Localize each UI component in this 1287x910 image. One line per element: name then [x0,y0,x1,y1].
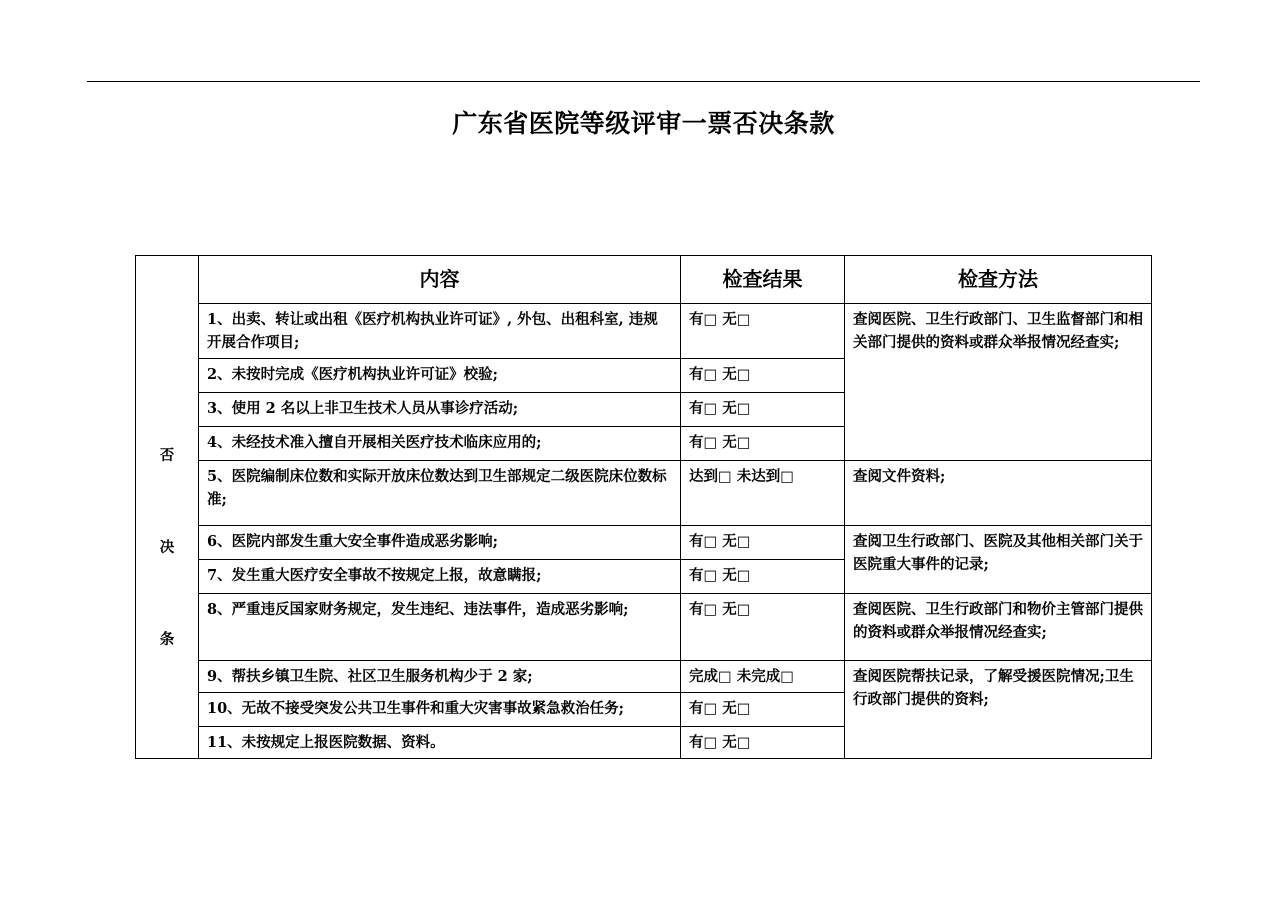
row-method: 查阅卫生行政部门、医院及其他相关部门关于医院重大事件的记录; [845,526,1152,594]
row-content: 6、医院内部发生重大安全事件造成恶劣影响; [199,526,681,560]
table-row [136,526,1152,560]
row-result: 有□ 无□ [681,693,845,727]
row-content: 4、未经技术准入擅自开展相关医疗技术临床应用的; [199,427,681,461]
row-result: 有□ 无□ [681,727,845,759]
row-result: 有□ 无□ [681,594,845,661]
row-content: 3、使用 2 名以上非卫生技术人员从事诊疗活动; [199,393,681,427]
row-content: 11、未按规定上报医院数据、资料。 [199,727,681,759]
row-result: 达到□ 未达到□ [681,461,845,526]
side-label [136,256,199,759]
side-char-1: 否 [159,447,175,464]
row-content: 5、医院编制床位数和实际开放床位数达到卫生部规定二级医院床位数标准; [199,461,681,526]
row-result: 有□ 无□ [681,359,845,393]
header-result: 检查结果 [681,256,845,304]
row-result: 有□ 无□ [681,526,845,560]
table-row [136,461,1152,526]
row-content: 10、无故不接受突发公共卫生事件和重大灾害事故紧急救治任务; [199,693,681,727]
row-result: 有□ 无□ [681,560,845,594]
row-method: 查阅文件资料; [845,461,1152,526]
top-rule [87,81,1200,82]
row-content: 7、发生重大医疗安全事故不按规定上报，故意瞒报; [199,560,681,594]
row-result: 有□ 无□ [681,427,845,461]
table-row [136,594,1152,661]
side-char-3: 条 [159,631,175,648]
row-result: 有□ 无□ [681,393,845,427]
row-content: 8、严重违反国家财务规定，发生违纪、违法事件，造成恶劣影响; [199,594,681,661]
header-method: 检查方法 [845,256,1152,304]
row-content: 9、帮扶乡镇卫生院、社区卫生服务机构少于 2 家; [199,661,681,693]
row-method: 查阅医院、卫生行政部门和物价主管部门提供的资料或群众举报情况经查实; [845,594,1152,661]
side-char-2: 决 [159,539,175,556]
row-method: 查阅医院、卫生行政部门、卫生监督部门和相关部门提供的资料或群众举报情况经查实; [845,304,1152,461]
row-content: 1、出卖、转让或出租《医疗机构执业许可证》, 外包、出租科室, 违规开展合作项目; [199,304,681,359]
row-result: 完成□ 未完成□ [681,661,845,693]
table-row [136,661,1152,693]
veto-clauses-table [135,255,1152,759]
table-row [136,304,1152,359]
header-row [136,256,1152,304]
row-result: 有□ 无□ [681,304,845,359]
row-content: 2、未按时完成《医疗机构执业许可证》校验; [199,359,681,393]
row-method: 查阅医院帮扶记录，了解受援医院情况;卫生行政部门提供的资料; [845,661,1152,759]
page-title: 广东省医院等级评审一票否决条款 [452,109,835,138]
header-content: 内容 [199,256,681,304]
